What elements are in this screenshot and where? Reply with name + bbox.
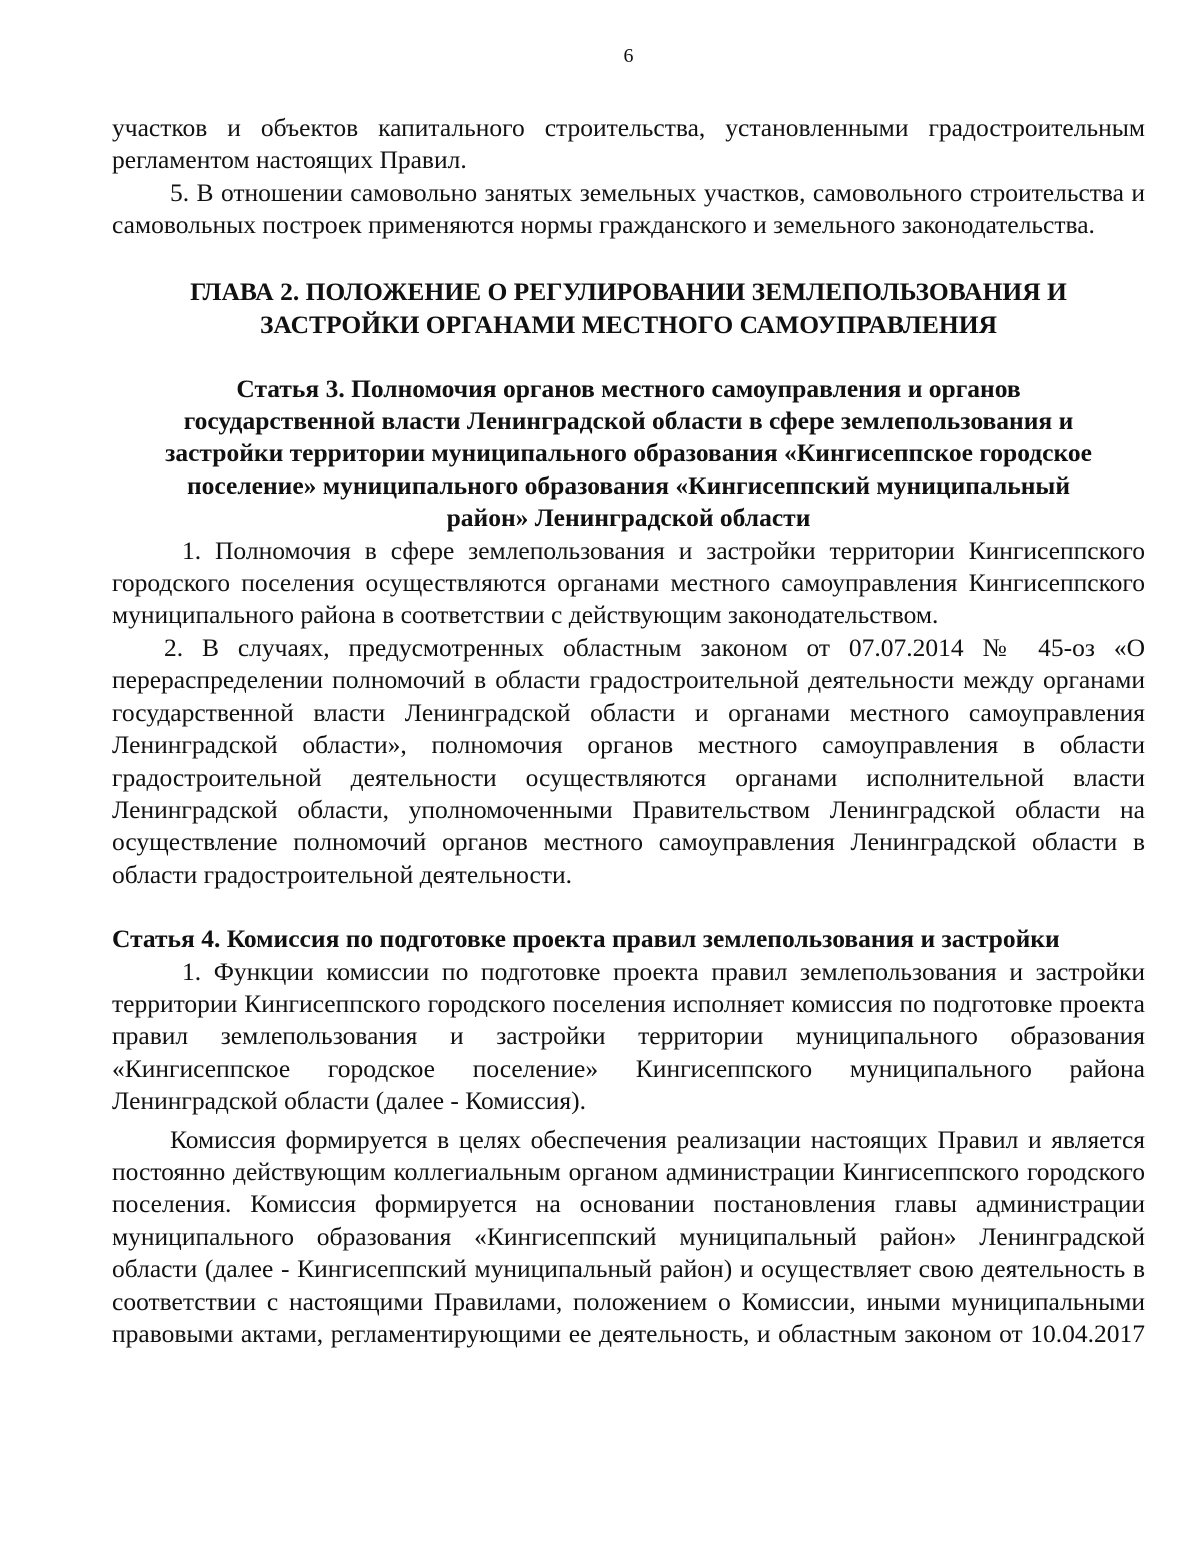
chapter-heading — [112, 275, 1145, 341]
article-3-title-line-2: государственной власти Ленинградской области в сфере землепользования и — [183, 406, 1074, 436]
page-number: 6 — [623, 45, 634, 67]
article-3-title-line-3: застройки территории муниципального образования «Кингисеппское городское — [165, 438, 1092, 468]
article-3-paragraph-2: 2. В случаях, предусмотренных областным законом от 07.07.2014 № 45-оз «О перераспределении полномочий в области градостроительной деятельности между органами государственной власти Ленинградской области и органами местного самоуправления Ленинградской области», полномочия органов местного самоуправления в области градостроительной деятельности осуществляются органами исполнительной власти Ленинградской области, уполномоченными Правительством Ленинградской области на осуществление полномочий органов местного самоуправления Ленинградской области в области градостроительной деятельности. — [112, 632, 1145, 889]
article-3 — [112, 373, 1145, 892]
article-4-paragraph-1: 1. Функции комиссии по подготовке проекта правил землепользования и застройки территории Кингисеппского городского поселения исполняет комиссия по подготовке проекта правил землепользования и застройки территории муниципального образования «Кингисеппское городское поселение» Кингисеппского муниципального района Ленинградской области (далее - Комиссия). — [112, 956, 1145, 1116]
article-4 — [112, 923, 1145, 1350]
chapter-title-line-2: ЗАСТРОЙКИ ОРГАНАМИ МЕСТНОГО САМОУПРАВЛЕНИЯ — [259, 309, 998, 339]
intro-paragraph-5: 5. В отношении самовольно занятых земельных участков, самовольного строительства и самовольных построек применяются нормы гражданского и земельного законодательства. — [112, 177, 1145, 240]
article-3-title-line-5: район» Ленинградской области — [446, 503, 811, 533]
article-3-title-line-4: поселение» муниципального образования «Кингисеппский муниципальный — [186, 470, 1071, 500]
intro-paragraph-continuation: участков и объектов капитального строительства, установленными градостроительным регламентом настоящих Правил. — [112, 113, 1145, 175]
article-3-paragraph-1: 1. Полномочия в сфере землепользования и застройки территории Кингисеппского городского поселения осуществляются органами местного самоуправления Кингисеппского муниципального района в соответствии с действующим законодательством. — [112, 535, 1145, 630]
article-4-paragraph-2: Комиссия формируется в целях обеспечения реализации настоящих Правил и является постоянно действующим коллегиальным органом администрации Кингисеппского городского поселения. Комиссия формируется на основании постановления главы администрации муниципального образования «Кингисеппский муниципальный район» Ленинградской области (далее - Кингисеппский муниципальный район) и осуществляет свою деятельность в соответствии с настоящими Правилами, положением о Комиссии, иными муниципальными правовыми актами, регламентирующими ее деятельность, и областным законом от 10.04.2017 — [112, 1124, 1145, 1348]
document-body — [112, 112, 1145, 1350]
article-4-title: Статья 4. Комиссия по подготовке проекта правил землепользования и застройки — [112, 924, 1060, 954]
article-3-title-line-1: Статья 3. Полномочия органов местного самоуправления и органов — [236, 373, 1021, 403]
chapter-title-line-1: ГЛАВА 2. ПОЛОЖЕНИЕ О РЕГУЛИРОВАНИИ ЗЕМЛЕПОЛЬЗОВАНИЯ И — [190, 276, 1067, 306]
